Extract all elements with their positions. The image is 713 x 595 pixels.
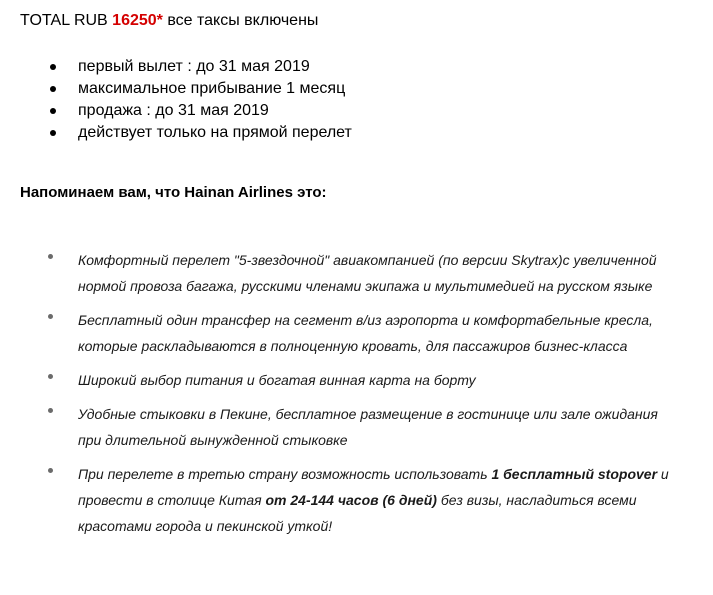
- benefit-line: Комфортный перелет "5-звездочной" авиакомпанией (по версии Skytrax)с увеличенной: [78, 252, 657, 268]
- benefits-list: [48, 243, 669, 543]
- benefit-line: Бесплатный один трансфер на сегмент в/из аэропорта и комфортабельные кресла,: [78, 312, 653, 328]
- benefit-item: [48, 363, 669, 397]
- condition-item: продажа : до 31 мая 2019: [50, 100, 352, 122]
- benefit-line: при длительной вынужденной стыковке: [78, 432, 348, 448]
- condition-item: максимальное прибывание 1 месяц: [50, 78, 352, 100]
- fare-conditions-list: [50, 56, 352, 144]
- benefit-line: которые раскладываются в полноценную кровать, для пассажиров бизнес-класса: [78, 338, 628, 354]
- total-label: TOTAL RUB: [20, 12, 113, 29]
- benefit-line: красотами города и пекинской уткой!: [78, 518, 333, 534]
- benefit-line: нормой провоза багажа, русскими членами экипажа и мультимедией на русском языке: [78, 278, 653, 294]
- condition-item: первый вылет : до 31 мая 2019: [50, 56, 352, 78]
- benefit-item: [48, 397, 669, 457]
- visa-free-hours-highlight: от 24-144 часов (6 дней): [265, 492, 437, 508]
- total-price-line: [20, 12, 318, 30]
- benefit-text: При перелете в третью страну возможность использовать: [78, 466, 492, 482]
- benefit-item: [48, 303, 669, 363]
- benefit-item: [48, 243, 669, 303]
- taxes-note: все таксы включены: [162, 12, 319, 29]
- stopover-highlight: 1 бесплатный stopover: [491, 466, 658, 482]
- benefit-text: без визы, насладиться всеми: [436, 492, 637, 508]
- benefit-item: [48, 457, 669, 543]
- benefit-text: провести в столице Китая: [78, 492, 266, 508]
- benefit-line: Широкий выбор питания и богатая винная карта на борту: [78, 372, 476, 388]
- section-heading: Напоминаем вам, что Hainan Airlines это:: [20, 184, 327, 201]
- condition-item: действует только на прямой перелет: [50, 122, 352, 144]
- benefit-text: и: [657, 466, 669, 482]
- total-price: 16250*: [112, 12, 163, 29]
- benefit-line: Удобные стыковки в Пекине, бесплатное размещение в гостинице или зале ожидания: [78, 406, 658, 422]
